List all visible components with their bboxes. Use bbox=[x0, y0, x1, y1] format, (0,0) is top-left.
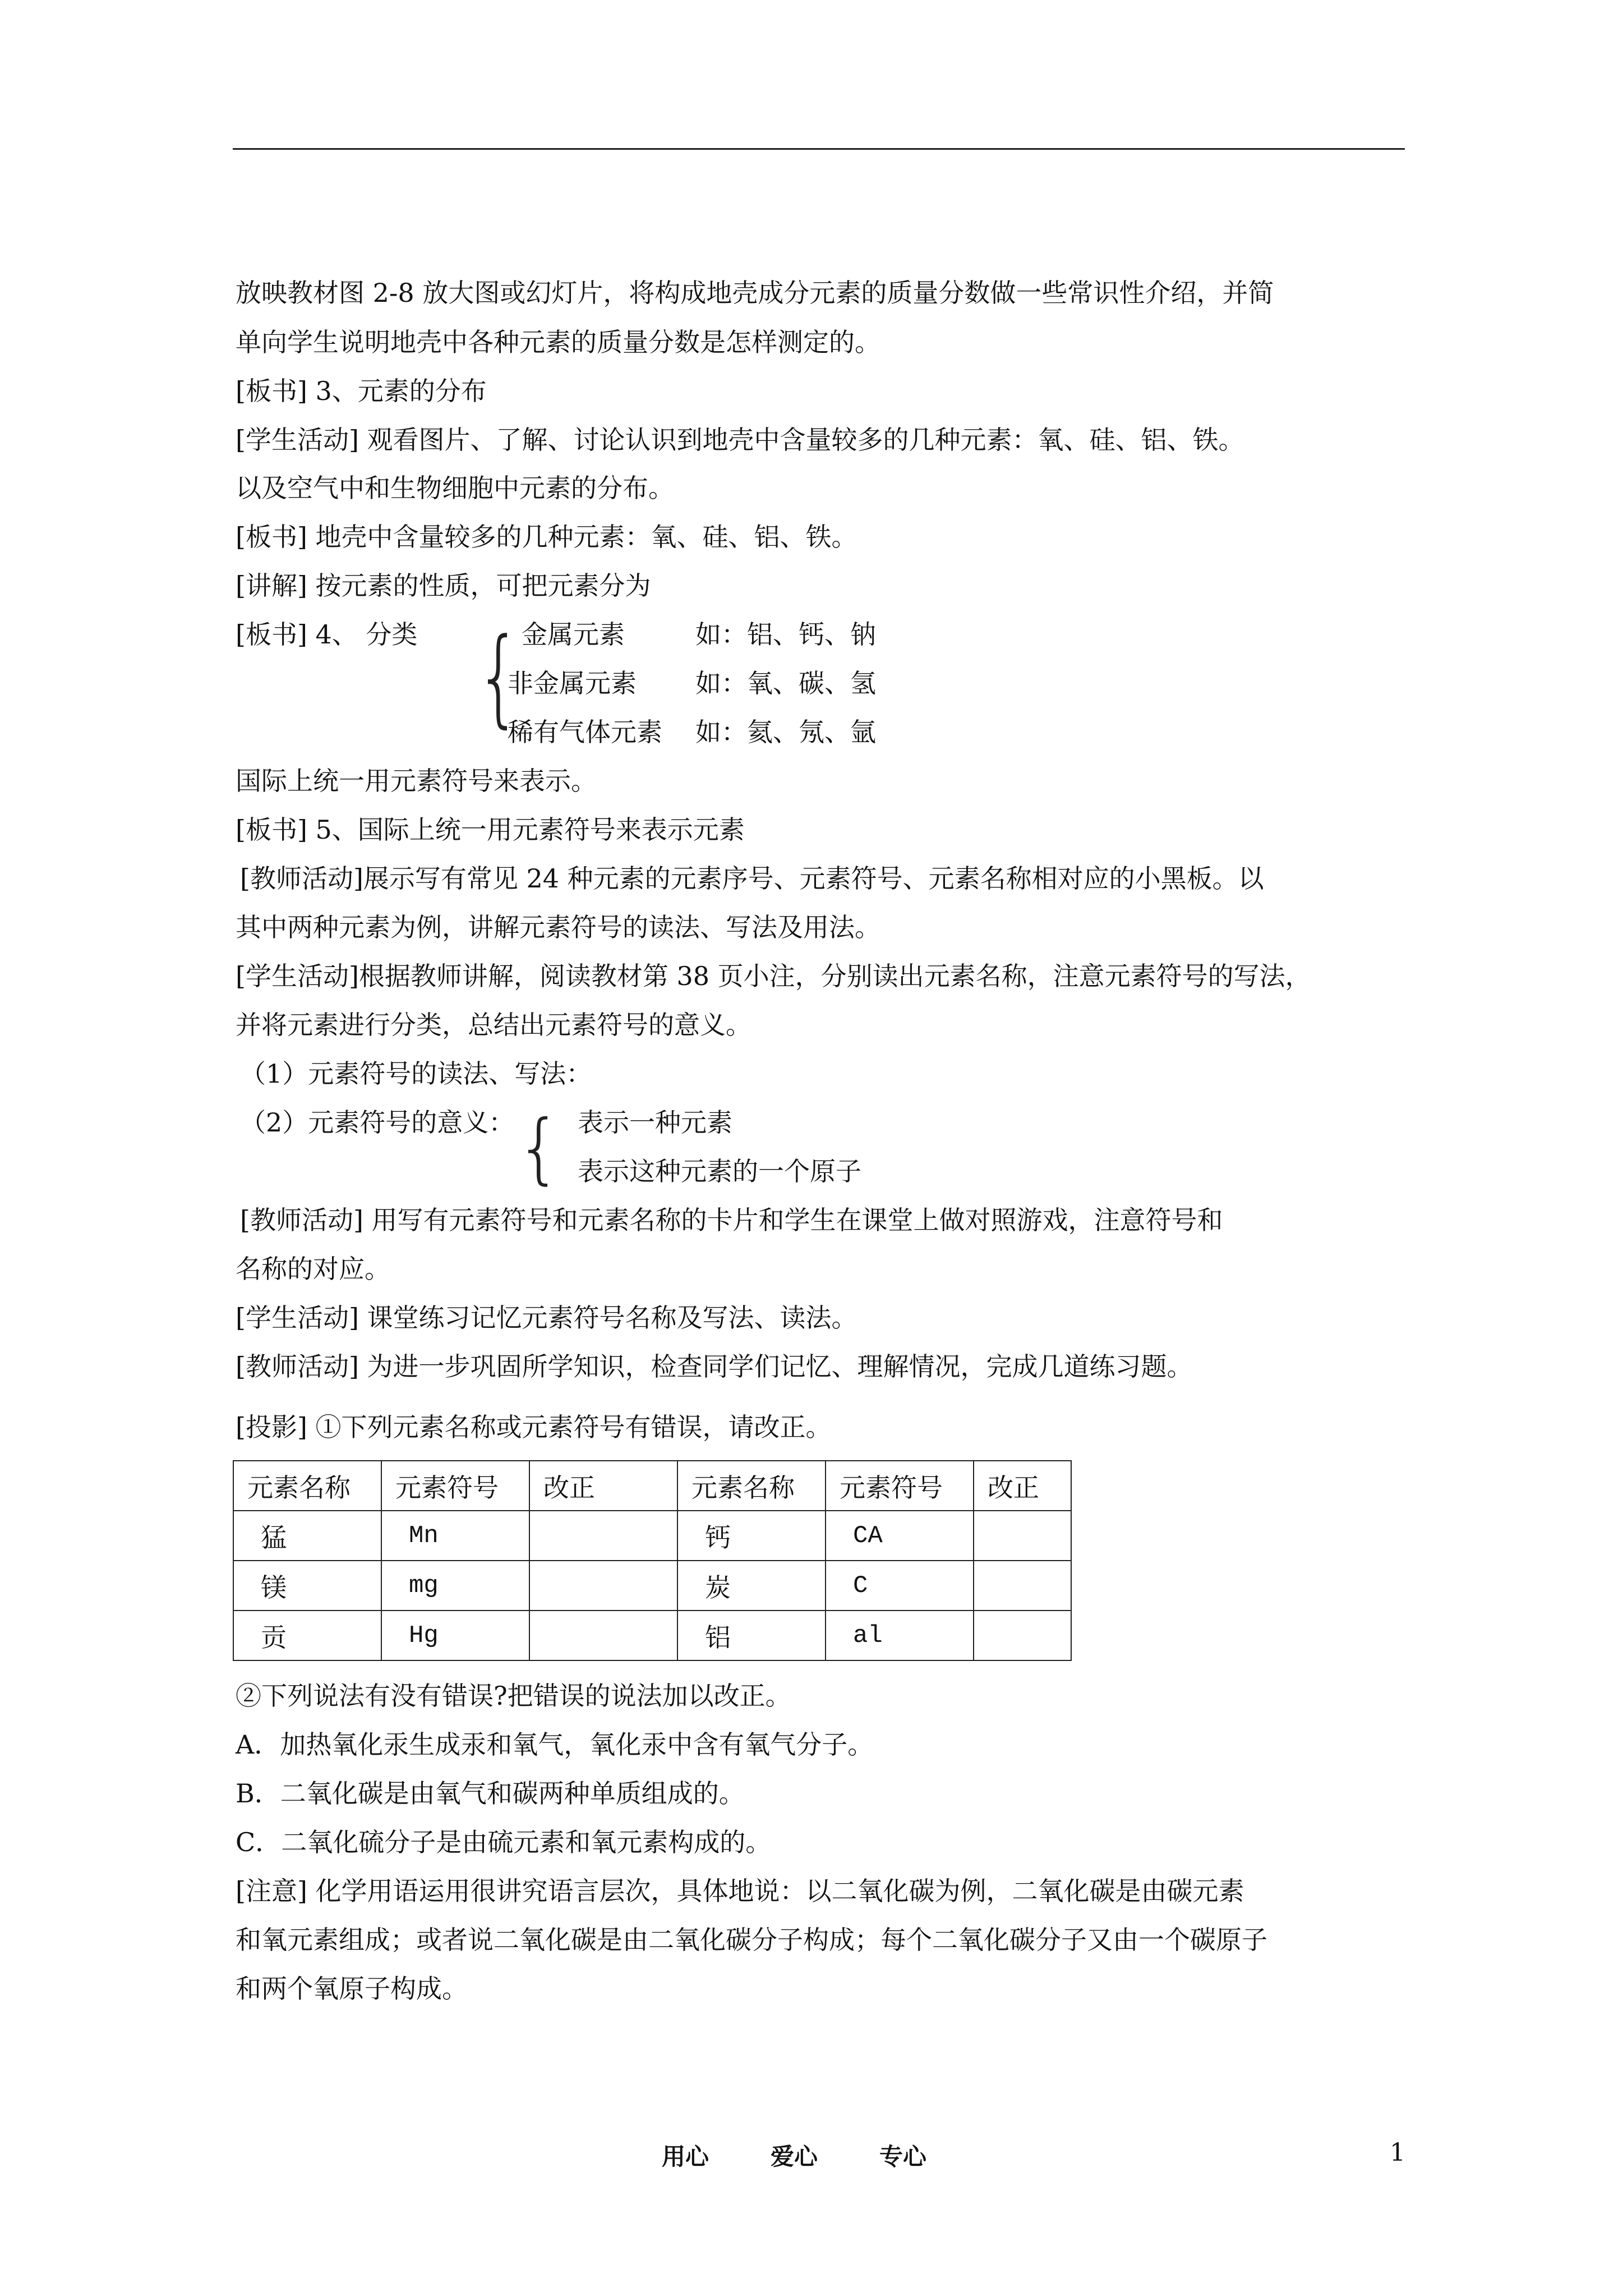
text-line: 名称的对应。 bbox=[236, 1254, 390, 1284]
header-rule bbox=[233, 148, 1405, 150]
table-header-cell: 元素名称 bbox=[677, 1461, 826, 1511]
table-cell: Hg bbox=[381, 1611, 529, 1660]
table-header-cell: 改正 bbox=[974, 1461, 1071, 1511]
text-line: [教师活动] 用写有元素符号和元素名称的卡片和学生在课堂上做对照游戏，注意符号和 bbox=[240, 1205, 1223, 1235]
table-header-cell: 改正 bbox=[529, 1461, 677, 1511]
meaning-item: 表示这种元素的一个原子 bbox=[578, 1156, 861, 1186]
text-line: [板书] 地壳中含量较多的几种元素：氧、硅、铝、铁。 bbox=[236, 522, 857, 552]
text-line: ②下列说法有没有错误?把错误的说法加以改正。 bbox=[236, 1681, 791, 1711]
table-cell: 镁 bbox=[233, 1561, 381, 1611]
class-label: 金属元素 bbox=[522, 619, 625, 650]
table-cell bbox=[529, 1611, 677, 1660]
table-cell: al bbox=[826, 1611, 974, 1660]
meaning-brace: { bbox=[516, 1103, 562, 1193]
table-row bbox=[233, 1611, 1071, 1660]
text-line: [教师活动]展示写有常见 24 种元素的元素序号、元素符号、元素名称相对应的小黑板。以 bbox=[240, 863, 1264, 894]
text-line: 国际上统一用元素符号来表示。 bbox=[236, 766, 597, 796]
page-number: 1 bbox=[1390, 2138, 1405, 2167]
table-cell: Mn bbox=[381, 1511, 529, 1561]
text-line: [投影] ①下列元素名称或元素符号有错误，请改正。 bbox=[236, 1412, 832, 1442]
table-header-cell: 元素符号 bbox=[381, 1461, 529, 1511]
text-line: 以及空气中和生物细胞中元素的分布。 bbox=[236, 473, 674, 503]
table-cell: 猛 bbox=[233, 1511, 381, 1561]
text-line: [学生活动] 课堂练习记忆元素符号名称及写法、读法。 bbox=[236, 1303, 857, 1333]
classification-brace: { bbox=[476, 615, 522, 739]
table-cell: 炭 bbox=[677, 1561, 826, 1611]
table-cell bbox=[974, 1611, 1071, 1660]
text-line: （1）元素符号的读法、写法： bbox=[240, 1059, 592, 1089]
text-line: [学生活动]根据教师讲解，阅读教材第 38 页小注，分别读出元素名称，注意元素符号的写法， bbox=[236, 961, 1311, 991]
class-label: 稀有气体元素 bbox=[508, 717, 662, 747]
text-line: [板书] 4、 分类 bbox=[236, 619, 418, 650]
footer-motto bbox=[662, 2138, 988, 2172]
table-cell bbox=[974, 1511, 1071, 1561]
text-line: [注意] 化学用语运用很讲究语言层次，具体地说：以二氧化碳为例，二氧化碳是由碳元素 bbox=[236, 1876, 1244, 1906]
class-label: 非金属元素 bbox=[508, 668, 637, 698]
text-line: A．加热氧化汞生成汞和氧气，氧化汞中含有氧气分子。 bbox=[236, 1729, 874, 1760]
table-cell: CA bbox=[826, 1511, 974, 1561]
text-line: B．二氧化碳是由氧气和碳两种单质组成的。 bbox=[236, 1778, 745, 1809]
footer-motto-word: 爱心 bbox=[771, 2143, 818, 2170]
text-line: [板书] 5、国际上统一用元素符号来表示元素 bbox=[236, 815, 745, 845]
table-cell: 铝 bbox=[677, 1611, 826, 1660]
table-cell bbox=[529, 1511, 677, 1561]
class-examples: 如：氧、碳、氢 bbox=[695, 668, 876, 698]
text-line: 单向学生说明地壳中各种元素的质量分数是怎样测定的。 bbox=[236, 327, 880, 357]
footer-motto-word: 专心 bbox=[879, 2143, 927, 2170]
table-cell bbox=[974, 1561, 1071, 1611]
text-line: [讲解] 按元素的性质，可把元素分为 bbox=[236, 570, 651, 601]
meaning-item: 表示一种元素 bbox=[578, 1107, 732, 1138]
table-row bbox=[233, 1511, 1071, 1561]
text-line: [教师活动] 为进一步巩固所学知识，检查同学们记忆、理解情况，完成几道练习题。 bbox=[236, 1351, 1193, 1382]
text-line: 和两个氧原子构成。 bbox=[236, 1973, 468, 2004]
table-cell: C bbox=[826, 1561, 974, 1611]
meaning-label: （2）元素符号的意义： bbox=[240, 1107, 515, 1138]
element-correction-table bbox=[233, 1460, 1072, 1661]
text-line: [学生活动] 观看图片、了解、讨论认识到地壳中含量较多的几种元素：氧、硅、铝、铁。 bbox=[236, 425, 1244, 455]
text-line: C．二氧化硫分子是由硫元素和氧元素构成的。 bbox=[236, 1827, 772, 1857]
text-line: [板书] 3、元素的分布 bbox=[236, 376, 487, 406]
table-cell bbox=[529, 1561, 677, 1611]
table-cell: 贡 bbox=[233, 1611, 381, 1660]
text-line: 和氧元素组成；或者说二氧化碳是由二氧化碳分子构成；每个二氧化碳分子又由一个碳原子 bbox=[236, 1925, 1267, 1955]
text-line: 其中两种元素为例，讲解元素符号的读法、写法及用法。 bbox=[236, 912, 880, 942]
table-cell: 钙 bbox=[677, 1511, 826, 1561]
table-header-row bbox=[233, 1461, 1071, 1511]
class-examples: 如：铝、钙、钠 bbox=[695, 619, 876, 650]
table-header-cell: 元素名称 bbox=[233, 1461, 381, 1511]
text-line: 放映教材图 2-8 放大图或幻灯片，将构成地壳成分元素的质量分数做一些常识性介绍，并简 bbox=[236, 278, 1274, 308]
table-cell: mg bbox=[381, 1561, 529, 1611]
class-examples: 如：氦、氖、氩 bbox=[695, 717, 876, 747]
footer-motto-word: 用心 bbox=[662, 2143, 709, 2170]
table-row bbox=[233, 1561, 1071, 1611]
table-header-cell: 元素符号 bbox=[826, 1461, 974, 1511]
text-line: 并将元素进行分类，总结出元素符号的意义。 bbox=[236, 1010, 751, 1040]
